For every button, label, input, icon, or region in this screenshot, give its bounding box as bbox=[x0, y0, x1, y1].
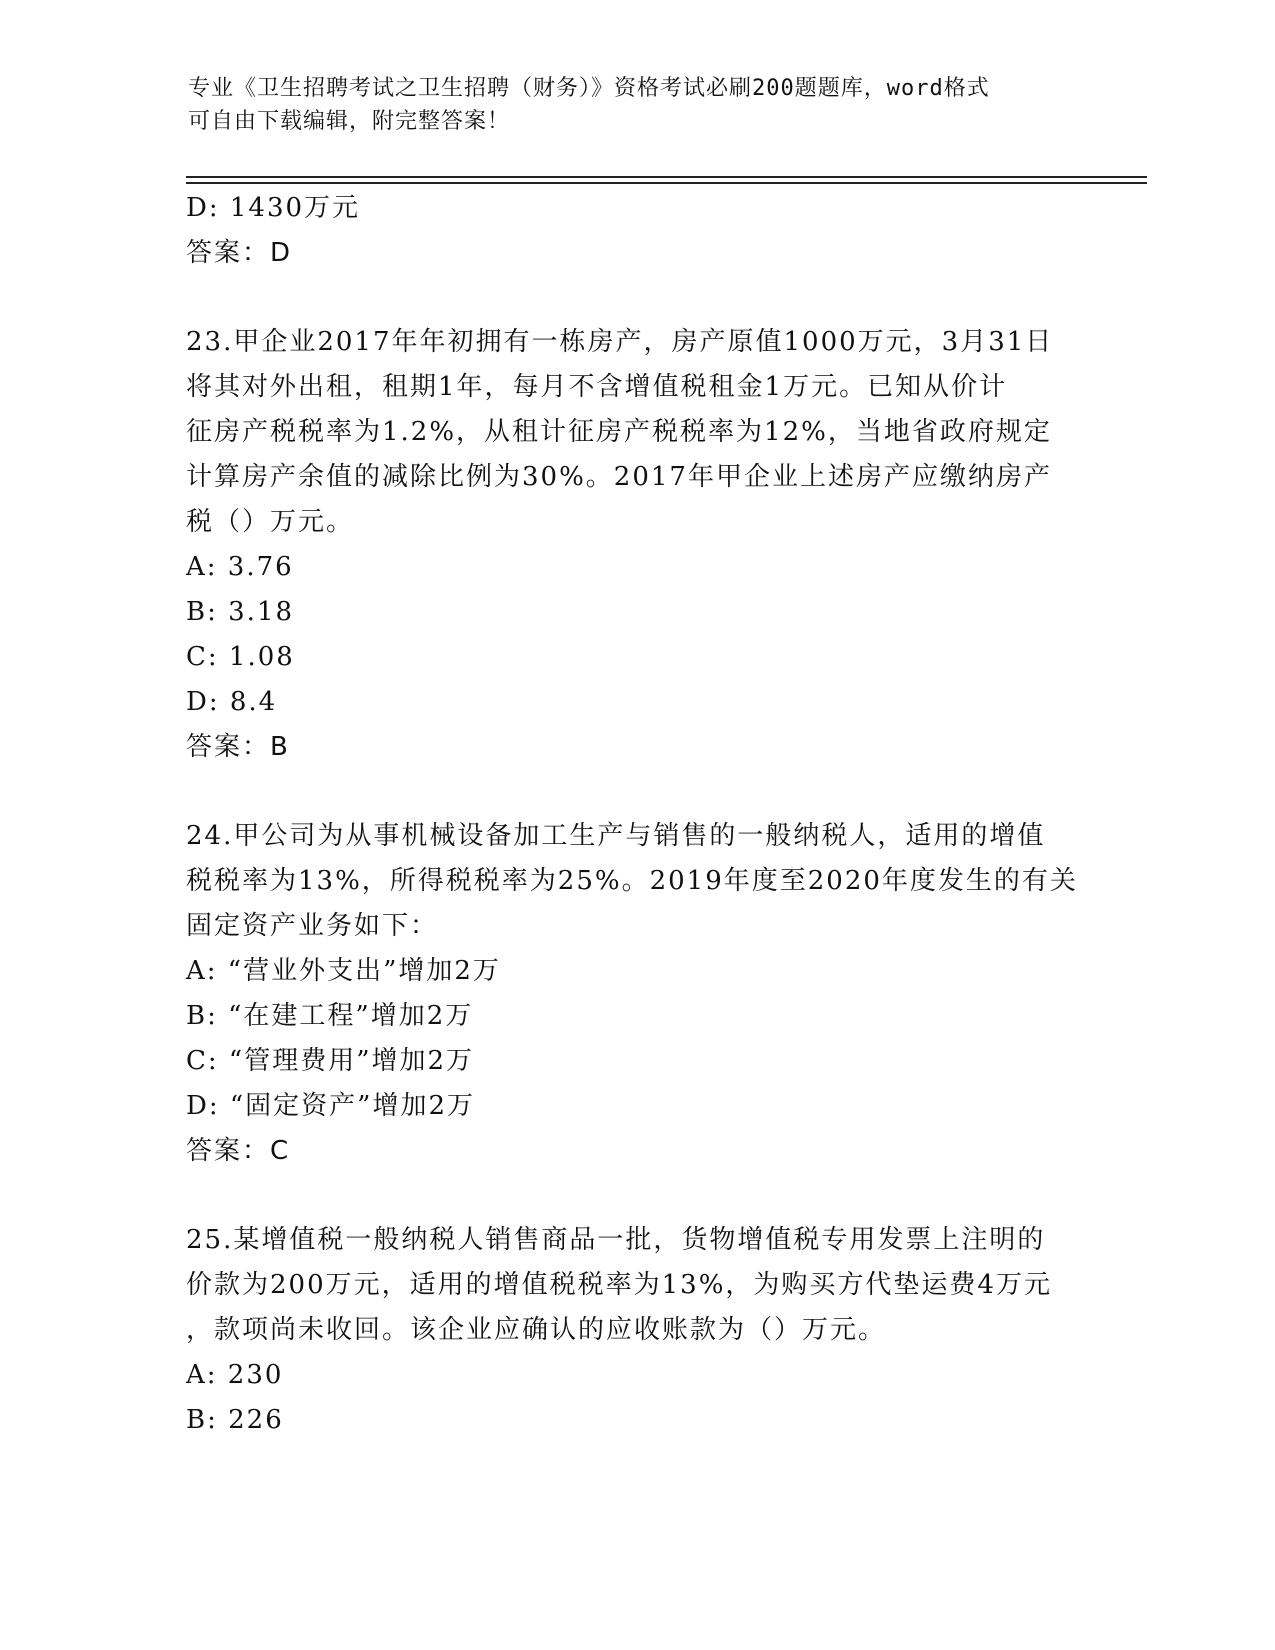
spacer bbox=[186, 1174, 1086, 1218]
previous-answer: 答案：D bbox=[186, 238, 293, 268]
header-divider-top bbox=[186, 176, 1147, 178]
question-24-option-d: D: “固定资产”增加2万 bbox=[186, 1091, 475, 1121]
question-24-answer: 答案：C bbox=[186, 1136, 291, 1166]
question-25-line-1: 25.某增值税一般纳税人销售商品一批，货物增值税专用发票上注明的 bbox=[186, 1225, 1046, 1255]
document-header bbox=[188, 72, 1068, 138]
header-divider-bottom bbox=[186, 182, 1147, 184]
question-23-answer: 答案：B bbox=[186, 732, 290, 762]
question-25 bbox=[186, 1218, 1086, 1443]
question-24-option-b: B: “在建工程”增加2万 bbox=[186, 1001, 474, 1031]
header-title-line-1: 专业《卫生招聘考试之卫生招聘（财务）》资格考试必刷200题题库，word格式 bbox=[188, 76, 990, 101]
header-title-line-2: 可自由下载编辑，附完整答案！ bbox=[188, 109, 511, 134]
question-24-line-2: 税税率为13%，所得税税率为25%。2019年度至2020年度发生的有关 bbox=[186, 866, 1078, 896]
question-23-line-1: 23.甲企业2017年年初拥有一栋房产，房产原值1000万元，3月31日 bbox=[186, 327, 1054, 357]
question-23-line-3: 征房产税税率为1.2%，从租计征房产税税率为12%，当地省政府规定 bbox=[186, 417, 1052, 447]
question-24-line-3: 固定资产业务如下： bbox=[186, 911, 439, 941]
question-25-line-3: ，款项尚未收回。该企业应确认的应收账款为（）万元。 bbox=[186, 1315, 887, 1345]
question-23-option-d: D: 8.4 bbox=[186, 687, 278, 717]
question-23-option-c: C: 1.08 bbox=[186, 642, 295, 672]
question-24 bbox=[186, 814, 1086, 1174]
question-24-line-1: 24.甲公司为从事机械设备加工生产与销售的一般纳税人，适用的增值 bbox=[186, 821, 1046, 851]
previous-option-d: D: 1430万元 bbox=[186, 193, 361, 223]
question-23-option-b: B: 3.18 bbox=[186, 597, 295, 627]
document-body bbox=[186, 186, 1086, 1443]
question-23-option-a: A: 3.76 bbox=[186, 552, 294, 582]
question-23-line-2: 将其对外出租，租期1年，每月不含增值税租金1万元。已知从价计 bbox=[186, 372, 1008, 402]
spacer bbox=[186, 770, 1086, 814]
question-24-option-a: A: “营业外支出”增加2万 bbox=[186, 956, 501, 986]
question-23 bbox=[186, 320, 1086, 770]
question-25-line-2: 价款为200万元，适用的增值税税率为13%，为购买方代垫运费4万元 bbox=[186, 1270, 1052, 1300]
question-24-option-c: C: “管理费用”增加2万 bbox=[186, 1046, 475, 1076]
question-25-option-a: A: 230 bbox=[186, 1360, 284, 1390]
question-25-option-b: B: 226 bbox=[186, 1405, 284, 1435]
spacer bbox=[186, 276, 1086, 320]
question-23-line-4: 计算房产余值的减除比例为30%。2017年甲企业上述房产应缴纳房产 bbox=[186, 462, 1052, 492]
question-23-line-5: 税（）万元。 bbox=[186, 507, 355, 537]
